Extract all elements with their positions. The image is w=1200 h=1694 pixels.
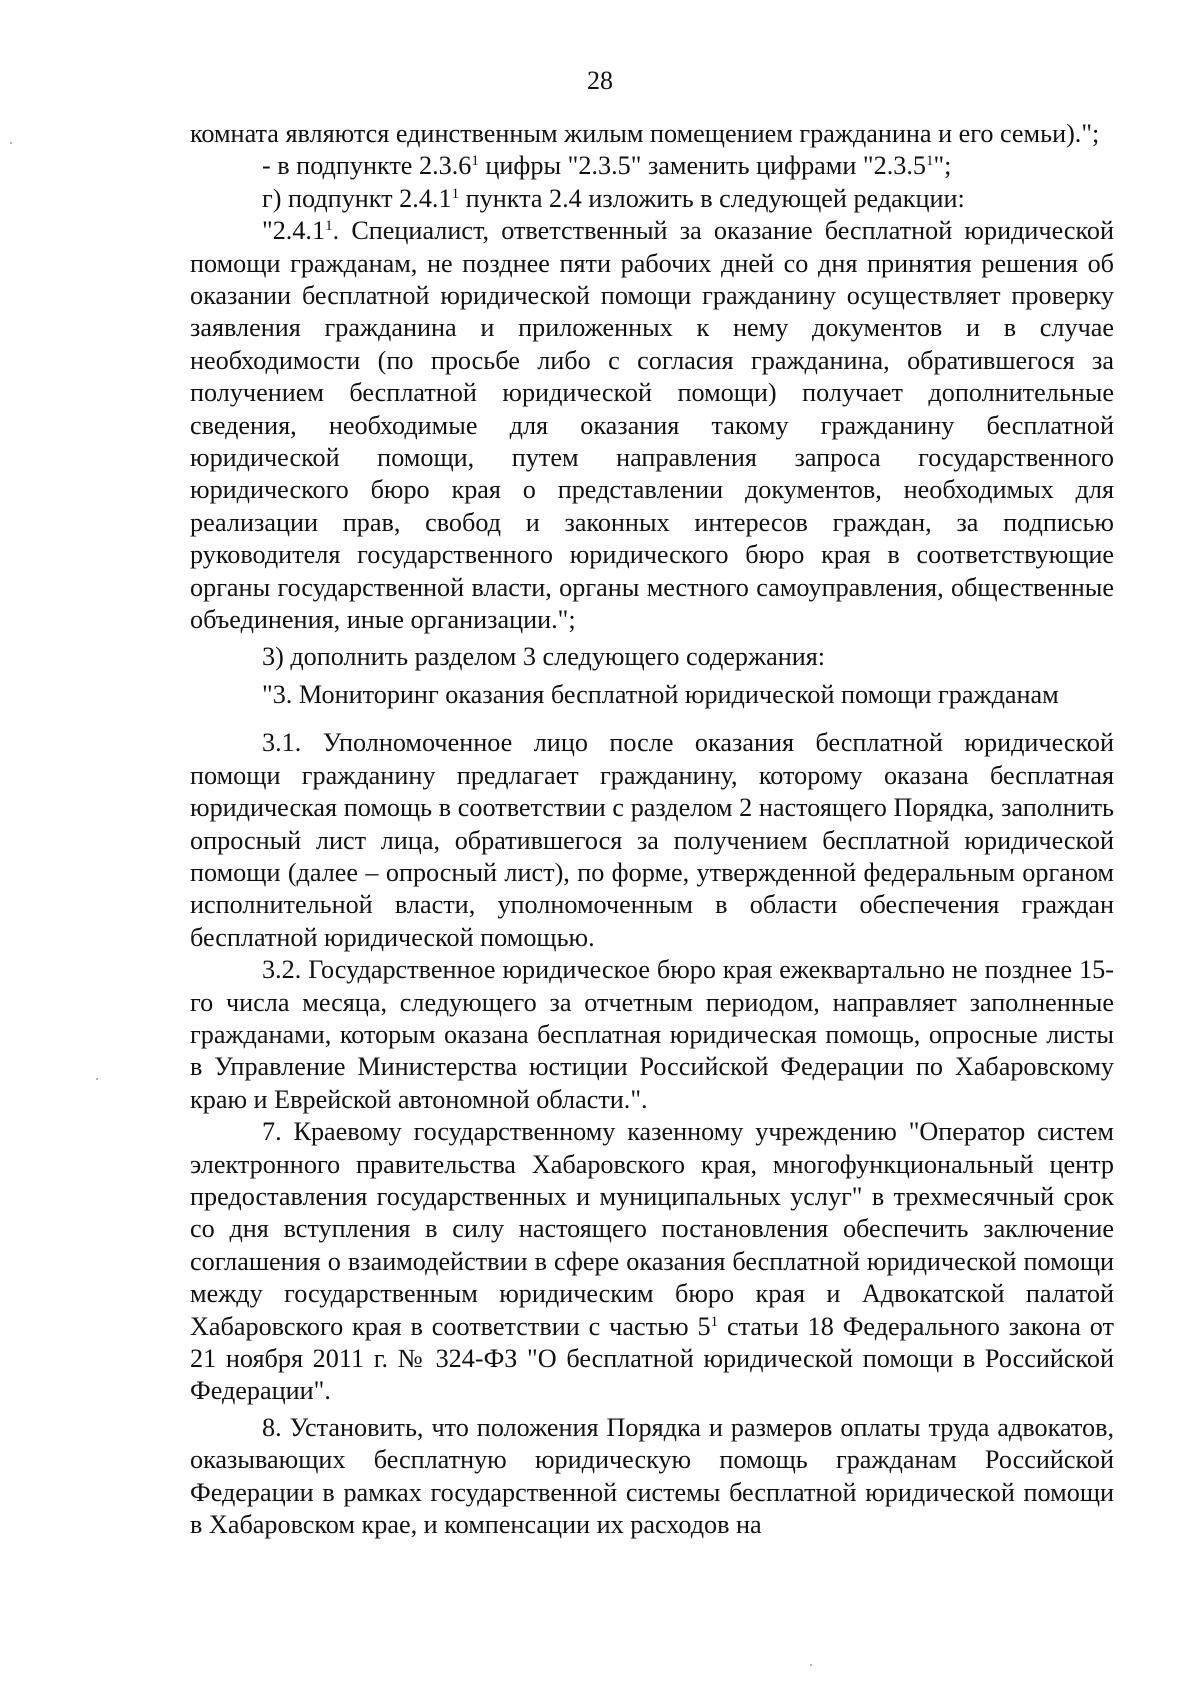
paragraph-subpoint-2-3-6 [190, 150, 1114, 182]
superscript: 1 [325, 218, 333, 235]
scan-speck [10, 142, 12, 144]
text-run: цифры "2.3.5" заменить цифрами "2.3.5 [478, 151, 926, 181]
paragraph-subpoint-g [190, 183, 1114, 215]
text-run: "; [933, 151, 952, 181]
scan-speck [96, 1078, 98, 1080]
paragraph-add-section-3: 3) дополнить разделом 3 следующего содержания: [262, 641, 826, 671]
text-run: "2.4.1 [262, 216, 326, 246]
text-run: статьи 18 Федерального закона от 21 ноября 2011 г. № 324-ФЗ "О бесплатной юридической помощи в Российской Федерации". [190, 1311, 1114, 1406]
text-run: - в подпункте 2.3.6 [262, 151, 472, 181]
paragraph-continuation: комната являются единственным жилым помещением гражданина и его семьи)."; [190, 119, 1100, 148]
paragraph-7 [190, 1116, 1114, 1408]
superscript: 1 [925, 153, 934, 170]
section-3-heading: "3. Мониторинг оказания бесплатной юридической помощи гражданам [262, 679, 1059, 709]
text-run: . Специалист, ответственный за оказание бесплатной юридической помощи гражданам, не позднее пяти рабочих дней со дня принятия решения об оказании бесплатной юридической помощи гражданину осуществляет проверку заявления гражданина и приложенных к нему документов и в случае необходимости (по просьбе либо с согласия гражданина, обратившегося за получением бесплатной юридической помощи) получает дополнительные сведения, необходимые для оказания такому гражданину бесплатной юридической помощи, путем направления запроса государственного юридического бюро края о представлении документов, необходимых для реализации прав, свобод и законных интересов граждан, за подписью руководителя государственного юридического бюро края в соответствующие органы государственной власти, органы местного самоуправления, общественные объединения, иные организации."; [190, 216, 1114, 635]
paragraph-8: 8. Установить, что положения Порядка и размеров оплаты труда адвокатов, оказывающих бесплатную юридическую помощь гражданам Российской Федерации в рамках государственной системы бесплатной юридической помощи в Хабаровском крае, и компенсации их расходов на [190, 1412, 1114, 1540]
text-run: г) подпункт 2.4.1 [262, 183, 452, 213]
text-run: 7. Краевому государственному казенному учреждению "Оператор систем электронного правительства Хабаровского края, многофункциональный центр предоставления государственных и муниципальных услуг" в трехмесячный срок со дня вступления в силу настоящего постановления обеспечить заключение соглашения о взаимодействии в сфере оказания бесплатной юридической помощи между государственным юридическим бюро края и Адвокатской палатой Хабаровского края в соответствии с частью 5 [190, 1117, 1114, 1341]
superscript: 1 [471, 153, 479, 170]
superscript: 1 [451, 185, 460, 202]
paragraph-2-4-1 [190, 215, 1114, 636]
superscript: 1 [710, 1313, 719, 1330]
document-body [190, 118, 1114, 1541]
scan-speck [810, 1664, 812, 1666]
text-run: пункта 2.4 изложить в следующей редакции: [459, 183, 965, 213]
page-number: 28 [587, 66, 613, 95]
paragraph-3-1: 3.1. Уполномоченное лицо после оказания бесплатной юридической помощи гражданину предлагает гражданину, которому оказана бесплатная юридическая помощь в соответствии с разделом 2 настоящего Порядка, заполнить опросный лист лица, обратившегося за получением бесплатной юридической помощи (далее – опросный лист), по форме, утвержденной федеральным органом исполнительной власти, уполномоченным в области обеспечения граждан бесплатной юридической помощью. [190, 728, 1114, 952]
paragraph-3-2: 3.2. Государственное юридическое бюро края ежеквартально не позднее 15-го числа месяца, следующего за отчетным периодом, направляет заполненные гражданами, которым оказана бесплатная юридическая помощь, опросные листы в Управление Министерства юстиции Российской Федерации по Хабаровскому краю и Еврейской автономной области.". [190, 955, 1114, 1114]
